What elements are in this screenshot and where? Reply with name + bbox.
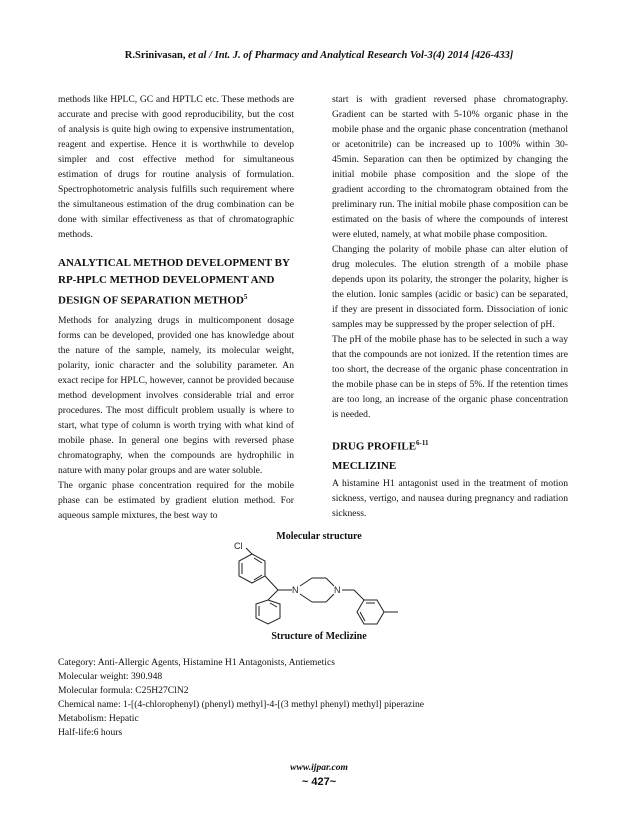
drug-properties [58,656,598,740]
property-metabolism: Metabolism: Hepatic [58,713,139,724]
left-para-2: Methods for analyzing drugs in multicomponent dosage forms can be developed, provided one has knowledge about the nature of the sample, namely, its molecular weight, polarity, ionic character and the solubility parameter. An exact recipe for HPLC, however, cannot be provided because method development involves considerable trial and error procedures. The most difficult problem usually is where to start, what type of column is worth trying with what kind of mobile phase. In general one begins with reversed phase chromatography, when the compounds are hydrophilic in nature with many polar groups and are water soluble. [58,314,294,476]
property-molecular-weight: Molecular weight: 390.948 [58,671,163,682]
section-heading: ANALYTICAL METHOD DEVELOPMENT BY RP-HPLC METHOD DEVELOPMENT AND DESIGN OF SEPARATION METHOD$^5$ [58,257,290,307]
atom-n2: N [334,585,341,595]
left-para-1: methods like HPLC, GC and HPTLC etc. These methods are accurate and precise with good reproducibility, but the cost of analysis is quite high owing to expensive instrumentation, reagent and expertise. Hence it is worthwhile to develop simpler and cost effective method for simultaneous estimation of drugs for routine analysis of formulation. Spectrophotometric analysis fulfills such requirement where the simultaneous estimation of the drug combination can be done with similar effectiveness as that of chromatographic methods. [58,94,294,240]
left-column [58,92,294,523]
right-para-1: start is with gradient reversed phase chromatography. Gradient can be started with 5-10% organic phase in the mobile phase and the organic phase concentration (methanol or acetonitrile) can be increased up to 100% within 30-45min. Separation can then be optimized by changing the initial mobile phase composition and the slope of the gradient according to the chromatogram obtained from the preliminary run. The initial mobile phase composition can be estimated on the basis of where the compounds of interest were eluted, namely, at what mobile phase composition. [332,94,568,240]
running-header [0,50,638,61]
atom-cl: Cl [234,541,243,551]
phenyl-ring [256,600,280,624]
right-para-2: Changing the polarity of mobile phase can alter elution of drug molecules. The elution strength of a mobile phase depends upon its polarity, the stronger the polarity, higher is the elution. Ionic samples (acidic or basic) can be separated, if they are present in dissociated form. Dissociation of ionic samples may be suppressed by the proper selection of pH. [332,244,568,330]
drug-name: MECLIZINE [332,459,397,472]
header-citation: et al / Int. J. of Pharmacy and Analytical Research Vol-3(4) 2014 [426-433] [188,50,514,61]
drug-profile-ref: 6-11 [416,439,429,447]
drug-profile-heading: DRUG PROFILE$^{6-11}$ [332,439,429,453]
chlorophenyl-ring [239,554,265,583]
meclizine-structure-diagram [226,540,406,630]
section-heading-ref: 5 [243,293,248,301]
property-chemical-name: Chemical name: 1-[(4-chlorophenyl) (phenyl) methyl]-4-[(3 methyl phenyl) methyl] piperazine [58,699,425,710]
property-category: Category: Anti-Allergic Agents, Histamine H1 Antagonists, Antiemetics [58,657,335,668]
header-authors: R.Srinivasan, [124,50,186,61]
structure-caption: Structure of Meclizine [271,631,367,642]
right-column [332,92,568,521]
footer-url[interactable]: www.ijpar.com [290,763,348,773]
atom-n1: N [292,585,299,595]
property-half-life: Half-life:6 hours [58,727,123,738]
right-para-3: The pH of the mobile phase has to be selected in such a way that the compounds are not ionized. If the retention times are too short, the decrease of the organic phase concentration in the mobile phase can be in steps of 5%. If the retention times are too long, an increase of the organic phase concentration is needed. [332,334,568,420]
drug-description: A histamine H1 antagonist used in the treatment of motion sickness, vertigo, and nausea during pregnancy and radiation sickness. [332,477,568,519]
methylphenyl-ring [357,600,384,624]
page-number: ~ 427~ [301,776,337,788]
property-molecular-formula: Molecular formula: C25H27ClN2 [58,685,189,696]
left-para-3: The organic phase concentration required for the mobile phase can be estimated by gradient elution method. For aqueous sample mixtures, the best way to [58,479,294,521]
molecular-structure-title: Molecular structure [276,531,362,542]
